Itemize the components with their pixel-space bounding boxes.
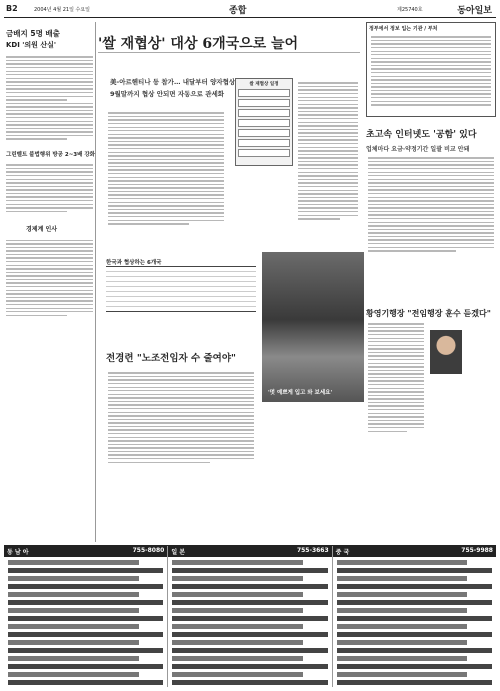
people-box-label: 경제계 인사 bbox=[26, 226, 58, 234]
countries-table bbox=[106, 266, 256, 312]
banker-article-body bbox=[366, 319, 426, 436]
ad-2-phone: 755-3663 bbox=[296, 547, 329, 554]
left-mid-heading: 그린벨트 불법행위 방공 2~3배 강화 bbox=[6, 152, 95, 159]
main-sub-line-2: 9월말까지 협상 안되면 자동으로 관세화 bbox=[110, 90, 225, 98]
banker-headline: 황영기행장 "전임행장 훈수 듣겠다" bbox=[366, 308, 491, 318]
photo-caption: '멋 예쁘게 입고 와 보세요' bbox=[268, 390, 333, 396]
ad-2-name: 일 본 bbox=[171, 549, 186, 556]
left-bottom-body bbox=[4, 235, 95, 320]
right-table-title: 정부에서 정보 입는 기관 / 부처 bbox=[369, 26, 438, 32]
banker-portrait bbox=[430, 330, 462, 374]
main-headline: '쌀 재협상' 대상 6개국으로 늘어 bbox=[98, 36, 360, 53]
fashion-photo bbox=[262, 252, 364, 402]
ad-3-phone: 755-9988 bbox=[461, 547, 493, 554]
main-sub-line-1: 美-아르헨티나 등 참가… 내달부터 양자협상 bbox=[110, 78, 236, 86]
issue-number: 제25740호 bbox=[397, 7, 423, 13]
ad-3-name: 중 국 bbox=[335, 549, 350, 556]
internet-headline: 초고속 인터넷도 '공함' 있다 bbox=[366, 130, 477, 140]
info-box-title: 쌀 재협상 일정 bbox=[249, 82, 279, 87]
issue-date: 2004년 4월 21일 수요일 bbox=[34, 7, 91, 13]
advertisement-strip bbox=[4, 545, 496, 687]
internet-subheadline: 업체마다 요금·약정기간 일괄 비교 안돼 bbox=[366, 146, 470, 153]
left-mid-body bbox=[4, 160, 95, 216]
page-number: B2 bbox=[6, 4, 18, 13]
ad-1-name: 동 남 아 bbox=[7, 549, 29, 556]
newspaper-logo: 동아일보 bbox=[457, 6, 492, 16]
main-subheadline bbox=[110, 76, 235, 100]
ad-block-1 bbox=[4, 546, 168, 687]
section-title: 종합 bbox=[229, 6, 247, 16]
second-headline: 전경련 "노조전임자 수 줄여야" bbox=[106, 353, 236, 364]
ad-block-3 bbox=[333, 546, 496, 687]
left-headline-2: KDI '의원 산실' bbox=[6, 41, 57, 49]
internet-article-body bbox=[366, 153, 496, 256]
ad-block-2 bbox=[168, 546, 332, 687]
left-headline-1: 금배지 5명 배출 bbox=[6, 29, 60, 38]
mid-column-body bbox=[296, 78, 360, 224]
schedule-info-box bbox=[235, 78, 293, 166]
second-article-body bbox=[106, 368, 256, 467]
left-column bbox=[4, 22, 96, 542]
ad-1-phone: 755-8080 bbox=[132, 547, 165, 554]
countries-table-caption: 한국과 협상하는 6개국 bbox=[106, 260, 162, 266]
main-article-body bbox=[106, 108, 226, 229]
left-article-body bbox=[4, 52, 95, 144]
page-header bbox=[4, 2, 496, 18]
right-table bbox=[366, 22, 496, 117]
